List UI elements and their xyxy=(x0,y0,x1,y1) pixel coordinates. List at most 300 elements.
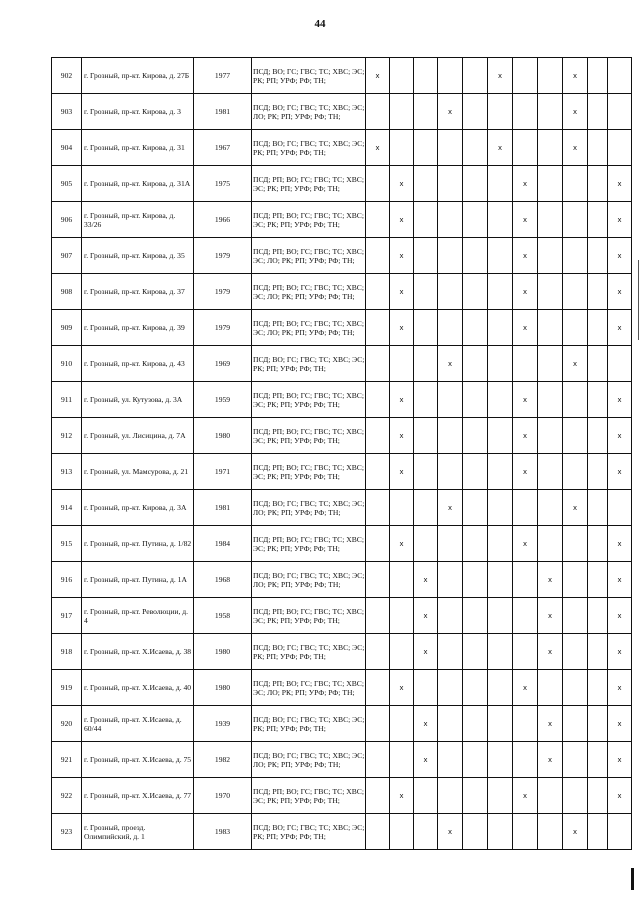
mark-cell xyxy=(463,238,488,274)
mark-cell xyxy=(588,706,608,742)
mark-cell: x xyxy=(608,598,632,634)
mark-cell xyxy=(488,814,513,850)
mark-cell: x xyxy=(608,166,632,202)
mark-cell xyxy=(438,634,463,670)
mark-cell: x xyxy=(390,670,414,706)
mark-cell xyxy=(588,598,608,634)
mark-cell xyxy=(588,670,608,706)
mark-cell xyxy=(608,130,632,166)
mark-cell xyxy=(390,58,414,94)
mark-cell: x xyxy=(608,310,632,346)
mark-cell: x xyxy=(414,598,438,634)
mark-cell: x xyxy=(390,238,414,274)
table-row xyxy=(52,58,632,94)
mark-cell xyxy=(488,562,513,598)
mark-cell xyxy=(463,310,488,346)
systems-cell: ПСД; РП; ВО; ГС; ГВС; ТС; ХВС; ЭС; РК; РП; УРФ; РФ; ТН; xyxy=(252,778,366,814)
mark-cell xyxy=(390,490,414,526)
mark-cell: x xyxy=(390,310,414,346)
mark-cell xyxy=(563,526,588,562)
mark-cell xyxy=(588,238,608,274)
mark-cell xyxy=(563,778,588,814)
systems-cell: ПСД; РП; ВО; ГС; ГВС; ТС; ХВС; ЭС; РК; РП; УРФ; РФ; ТН; xyxy=(252,418,366,454)
mark-cell xyxy=(438,130,463,166)
mark-cell xyxy=(588,742,608,778)
mark-cell: x xyxy=(366,130,390,166)
mark-cell xyxy=(513,130,538,166)
systems-cell: ПСД; РП; ВО; ГС; ГВС; ТС; ХВС; ЭС; ЛО; РК; РП; УРФ; РФ; ТН; xyxy=(252,310,366,346)
mark-cell: x xyxy=(538,742,563,778)
mark-cell xyxy=(366,274,390,310)
mark-cell: x xyxy=(390,274,414,310)
mark-cell: x xyxy=(538,706,563,742)
mark-cell xyxy=(563,670,588,706)
mark-cell xyxy=(588,202,608,238)
mark-cell xyxy=(488,346,513,382)
mark-cell: x xyxy=(608,418,632,454)
page-number: 44 xyxy=(314,18,326,30)
row-number: 914 xyxy=(52,490,82,526)
mark-cell: x xyxy=(488,58,513,94)
mark-cell: x xyxy=(608,274,632,310)
mark-cell xyxy=(513,598,538,634)
mark-cell: x xyxy=(414,562,438,598)
year-cell: 1979 xyxy=(194,310,252,346)
address-cell: г. Грозный, пр-кт. Кирова, д. 33/26 xyxy=(82,202,194,238)
mark-cell xyxy=(513,814,538,850)
year-cell: 1980 xyxy=(194,670,252,706)
address-cell: г. Грозный, пр-кт. Х.Исаева, д. 75 xyxy=(82,742,194,778)
mark-cell: x xyxy=(390,166,414,202)
mark-cell xyxy=(588,130,608,166)
year-cell: 1966 xyxy=(194,202,252,238)
mark-cell xyxy=(463,814,488,850)
mark-cell: x xyxy=(608,202,632,238)
mark-cell xyxy=(438,598,463,634)
address-cell: г. Грозный, пр-кт. Кирова, д. 3А xyxy=(82,490,194,526)
address-cell: г. Грозный, пр-кт. Кирова, д. 3 xyxy=(82,94,194,130)
mark-cell xyxy=(463,346,488,382)
mark-cell xyxy=(588,814,608,850)
mark-cell xyxy=(488,166,513,202)
mark-cell xyxy=(366,706,390,742)
address-cell: г. Грозный, пр-кт. Путина, д. 1/82 xyxy=(82,526,194,562)
mark-cell: x xyxy=(513,418,538,454)
mark-cell xyxy=(438,706,463,742)
mark-cell xyxy=(563,202,588,238)
mark-cell xyxy=(366,634,390,670)
mark-cell xyxy=(538,346,563,382)
systems-cell: ПСД; РП; ВО; ГС; ГВС; ТС; ХВС; ЭС; РК; РП; УРФ; РФ; ТН; xyxy=(252,598,366,634)
row-number: 912 xyxy=(52,418,82,454)
mark-cell xyxy=(538,670,563,706)
mark-cell xyxy=(438,382,463,418)
address-cell: г. Грозный, пр-кт. Кирова, д. 27Б xyxy=(82,58,194,94)
mark-cell: x xyxy=(390,202,414,238)
row-number: 908 xyxy=(52,274,82,310)
mark-cell xyxy=(488,454,513,490)
mark-cell xyxy=(366,814,390,850)
mark-cell: x xyxy=(513,454,538,490)
mark-cell xyxy=(488,706,513,742)
table-row xyxy=(52,742,632,778)
mark-cell: x xyxy=(513,274,538,310)
mark-cell: x xyxy=(608,526,632,562)
mark-cell xyxy=(366,346,390,382)
mark-cell xyxy=(538,310,563,346)
mark-cell xyxy=(588,58,608,94)
mark-cell: x xyxy=(438,490,463,526)
mark-cell xyxy=(538,490,563,526)
mark-cell xyxy=(538,94,563,130)
mark-cell xyxy=(438,274,463,310)
row-number: 917 xyxy=(52,598,82,634)
mark-cell: x xyxy=(366,58,390,94)
mark-cell xyxy=(588,526,608,562)
mark-cell xyxy=(390,94,414,130)
mark-cell xyxy=(488,418,513,454)
mark-cell: x xyxy=(438,814,463,850)
table-row xyxy=(52,346,632,382)
mark-cell xyxy=(588,490,608,526)
row-number: 915 xyxy=(52,526,82,562)
mark-cell xyxy=(390,562,414,598)
mark-cell xyxy=(488,238,513,274)
table-row xyxy=(52,130,632,166)
row-number: 905 xyxy=(52,166,82,202)
address-cell: г. Грозный, пр-кт. Кирова, д. 43 xyxy=(82,346,194,382)
mark-cell xyxy=(463,94,488,130)
mark-cell: x xyxy=(608,382,632,418)
systems-cell: ПСД; ВО; ГС; ГВС; ТС; ХВС; ЭС; РК; РП; УРФ; РФ; ТН; xyxy=(252,814,366,850)
row-number: 916 xyxy=(52,562,82,598)
mark-cell xyxy=(414,274,438,310)
mark-cell xyxy=(414,670,438,706)
mark-cell xyxy=(390,706,414,742)
table-row xyxy=(52,94,632,130)
mark-cell: x xyxy=(513,310,538,346)
mark-cell: x xyxy=(414,634,438,670)
mark-cell xyxy=(463,670,488,706)
year-cell: 1939 xyxy=(194,706,252,742)
systems-cell: ПСД; РП; ВО; ГС; ГВС; ТС; ХВС; ЭС; ЛО; РК; РП; УРФ; РФ; ТН; xyxy=(252,670,366,706)
mark-cell xyxy=(366,598,390,634)
mark-cell: x xyxy=(608,238,632,274)
year-cell: 1967 xyxy=(194,130,252,166)
row-number: 922 xyxy=(52,778,82,814)
row-number: 907 xyxy=(52,238,82,274)
mark-cell xyxy=(608,346,632,382)
mark-cell: x xyxy=(608,562,632,598)
mark-cell: x xyxy=(563,490,588,526)
systems-cell: ПСД; ВО; ГС; ГВС; ТС; ХВС; ЭС; РК; РП; УРФ; РФ; ТН; xyxy=(252,706,366,742)
mark-cell: x xyxy=(608,706,632,742)
mark-cell: x xyxy=(513,166,538,202)
table-row xyxy=(52,706,632,742)
mark-cell xyxy=(538,814,563,850)
table-row xyxy=(52,454,632,490)
mark-cell xyxy=(463,562,488,598)
mark-cell xyxy=(513,742,538,778)
mark-cell: x xyxy=(538,598,563,634)
year-cell: 1975 xyxy=(194,166,252,202)
row-number: 920 xyxy=(52,706,82,742)
year-cell: 1959 xyxy=(194,382,252,418)
mark-cell: x xyxy=(390,454,414,490)
table-row xyxy=(52,526,632,562)
row-number: 909 xyxy=(52,310,82,346)
row-number: 904 xyxy=(52,130,82,166)
mark-cell xyxy=(608,814,632,850)
address-cell: г. Грозный, пр-кт. Х.Исаева, д. 38 xyxy=(82,634,194,670)
year-cell: 1979 xyxy=(194,238,252,274)
address-cell: г. Грозный, ул. Лисицина, д. 7А xyxy=(82,418,194,454)
mark-cell xyxy=(366,202,390,238)
mark-cell xyxy=(366,238,390,274)
mark-cell xyxy=(414,94,438,130)
table-row xyxy=(52,238,632,274)
mark-cell xyxy=(563,742,588,778)
address-cell: г. Грозный, пр-кт. Х.Исаева, д. 40 xyxy=(82,670,194,706)
scan-edge-line xyxy=(638,260,639,340)
mark-cell: x xyxy=(513,670,538,706)
mark-cell xyxy=(438,778,463,814)
systems-cell: ПСД; ВО; ГС; ГВС; ТС; ХВС; ЭС; ЛО; РК; РП; УРФ; РФ; ТН; xyxy=(252,94,366,130)
mark-cell xyxy=(488,670,513,706)
mark-cell xyxy=(463,598,488,634)
row-number: 919 xyxy=(52,670,82,706)
systems-cell: ПСД; РП; ВО; ГС; ГВС; ТС; ХВС; ЭС; РК; РП; УРФ; РФ; ТН; xyxy=(252,202,366,238)
mark-cell xyxy=(438,166,463,202)
table-row xyxy=(52,490,632,526)
mark-cell: x xyxy=(563,814,588,850)
year-cell: 1981 xyxy=(194,490,252,526)
mark-cell xyxy=(438,742,463,778)
address-cell: г. Грозный, пр-кт. Кирова, д. 31А xyxy=(82,166,194,202)
mark-cell xyxy=(538,418,563,454)
mark-cell xyxy=(538,58,563,94)
mark-cell: x xyxy=(513,778,538,814)
mark-cell xyxy=(588,94,608,130)
mark-cell xyxy=(488,778,513,814)
table-row xyxy=(52,670,632,706)
mark-cell xyxy=(563,382,588,418)
systems-cell: ПСД; ВО; ГС; ГВС; ТС; ХВС; ЭС; РК; РП; УРФ; РФ; ТН; xyxy=(252,130,366,166)
address-cell: г. Грозный, пр-кт. Революции, д. 4 xyxy=(82,598,194,634)
mark-cell xyxy=(414,490,438,526)
mark-cell xyxy=(366,670,390,706)
mark-cell xyxy=(538,238,563,274)
mark-cell xyxy=(390,634,414,670)
mark-cell xyxy=(513,94,538,130)
year-cell: 1969 xyxy=(194,346,252,382)
mark-cell xyxy=(438,310,463,346)
address-cell: г. Грозный, пр-кт. Х.Исаева, д. 60/44 xyxy=(82,706,194,742)
mark-cell xyxy=(513,346,538,382)
systems-cell: ПСД; РП; ВО; ГС; ГВС; ТС; ХВС; ЭС; ЛО; РК; РП; УРФ; РФ; ТН; xyxy=(252,238,366,274)
mark-cell xyxy=(563,598,588,634)
mark-cell xyxy=(414,310,438,346)
mark-cell xyxy=(563,310,588,346)
mark-cell xyxy=(538,274,563,310)
mark-cell xyxy=(488,742,513,778)
mark-cell xyxy=(414,526,438,562)
mark-cell xyxy=(488,94,513,130)
mark-cell xyxy=(414,58,438,94)
mark-cell: x xyxy=(538,634,563,670)
address-cell: г. Грозный, ул. Кутузова, д. 3А xyxy=(82,382,194,418)
mark-cell xyxy=(390,598,414,634)
mark-cell xyxy=(513,490,538,526)
systems-cell: ПСД; ВО; ГС; ГВС; ТС; ХВС; ЭС; РК; РП; УРФ; РФ; ТН; xyxy=(252,346,366,382)
mark-cell xyxy=(463,58,488,94)
mark-cell: x xyxy=(438,94,463,130)
year-cell: 1968 xyxy=(194,562,252,598)
mark-cell xyxy=(588,454,608,490)
mark-cell xyxy=(488,490,513,526)
row-number: 910 xyxy=(52,346,82,382)
mark-cell: x xyxy=(563,58,588,94)
mark-cell xyxy=(563,634,588,670)
mark-cell xyxy=(463,706,488,742)
mark-cell: x xyxy=(513,202,538,238)
mark-cell xyxy=(608,94,632,130)
mark-cell xyxy=(366,526,390,562)
year-cell: 1983 xyxy=(194,814,252,850)
mark-cell xyxy=(563,238,588,274)
systems-cell: ПСД; ВО; ГС; ГВС; ТС; ХВС; ЭС; РК; РП; УРФ; РФ; ТН; xyxy=(252,58,366,94)
mark-cell xyxy=(463,202,488,238)
mark-cell xyxy=(588,562,608,598)
address-cell: г. Грозный, пр-кт. Х.Исаева, д. 77 xyxy=(82,778,194,814)
mark-cell: x xyxy=(414,742,438,778)
mark-cell: x xyxy=(538,562,563,598)
mark-cell: x xyxy=(513,382,538,418)
mark-cell xyxy=(488,310,513,346)
table-body xyxy=(52,58,632,850)
mark-cell xyxy=(488,274,513,310)
row-number: 906 xyxy=(52,202,82,238)
year-cell: 1970 xyxy=(194,778,252,814)
mark-cell xyxy=(463,778,488,814)
address-cell: г. Грозный, пр-кт. Путина, д. 1А xyxy=(82,562,194,598)
mark-cell xyxy=(366,778,390,814)
mark-cell xyxy=(366,490,390,526)
year-cell: 1977 xyxy=(194,58,252,94)
mark-cell xyxy=(538,130,563,166)
mark-cell xyxy=(463,742,488,778)
mark-cell xyxy=(608,490,632,526)
mark-cell xyxy=(488,634,513,670)
mark-cell xyxy=(538,526,563,562)
scan-edge-mark xyxy=(631,868,634,890)
table-row xyxy=(52,562,632,598)
mark-cell xyxy=(438,562,463,598)
address-cell: г. Грозный, пр-кт. Кирова, д. 31 xyxy=(82,130,194,166)
row-number: 921 xyxy=(52,742,82,778)
systems-cell: ПСД; РП; ВО; ГС; ГВС; ТС; ХВС; ЭС; РК; РП; УРФ; РФ; ТН; xyxy=(252,454,366,490)
address-cell: г. Грозный, ул. Мамсурова, д. 21 xyxy=(82,454,194,490)
mark-cell xyxy=(390,130,414,166)
mark-cell xyxy=(414,346,438,382)
mark-cell xyxy=(414,418,438,454)
mark-cell xyxy=(414,382,438,418)
mark-cell xyxy=(538,166,563,202)
mark-cell xyxy=(390,346,414,382)
mark-cell xyxy=(588,778,608,814)
mark-cell xyxy=(488,202,513,238)
mark-cell xyxy=(463,382,488,418)
mark-cell xyxy=(414,238,438,274)
mark-cell xyxy=(588,310,608,346)
mark-cell xyxy=(488,382,513,418)
mark-cell xyxy=(438,238,463,274)
mark-cell: x xyxy=(608,454,632,490)
mark-cell xyxy=(563,166,588,202)
mark-cell xyxy=(588,346,608,382)
mark-cell: x xyxy=(488,130,513,166)
mark-cell xyxy=(366,94,390,130)
mark-cell: x xyxy=(414,706,438,742)
year-cell: 1981 xyxy=(194,94,252,130)
year-cell: 1971 xyxy=(194,454,252,490)
mark-cell xyxy=(366,310,390,346)
mark-cell xyxy=(563,562,588,598)
mark-cell xyxy=(438,526,463,562)
mark-cell xyxy=(390,742,414,778)
mark-cell xyxy=(414,202,438,238)
mark-cell xyxy=(608,58,632,94)
mark-cell xyxy=(513,706,538,742)
systems-cell: ПСД; РП; ВО; ГС; ГВС; ТС; ХВС; ЭС; ЛО; РК; РП; УРФ; РФ; ТН; xyxy=(252,274,366,310)
systems-cell: ПСД; РП; ВО; ГС; ГВС; ТС; ХВС; ЭС; РК; РП; УРФ; РФ; ТН; xyxy=(252,526,366,562)
year-cell: 1958 xyxy=(194,598,252,634)
mark-cell: x xyxy=(513,238,538,274)
mark-cell xyxy=(463,454,488,490)
mark-cell xyxy=(414,778,438,814)
mark-cell xyxy=(366,742,390,778)
mark-cell xyxy=(414,166,438,202)
mark-cell xyxy=(438,202,463,238)
address-cell: г. Грозный, проезд. Олимпийский, д. 1 xyxy=(82,814,194,850)
mark-cell xyxy=(463,274,488,310)
mark-cell xyxy=(463,166,488,202)
table-row xyxy=(52,598,632,634)
mark-cell: x xyxy=(563,346,588,382)
mark-cell xyxy=(563,418,588,454)
buildings-table xyxy=(51,57,632,850)
systems-cell: ПСД; ВО; ГС; ГВС; ТС; ХВС; ЭС; ЛО; РК; РП; УРФ; РФ; ТН; xyxy=(252,490,366,526)
table-row xyxy=(52,814,632,850)
mark-cell xyxy=(588,166,608,202)
row-number: 902 xyxy=(52,58,82,94)
mark-cell xyxy=(414,814,438,850)
address-cell: г. Грозный, пр-кт. Кирова, д. 37 xyxy=(82,274,194,310)
systems-cell: ПСД; ВО; ГС; ГВС; ТС; ХВС; ЭС; ЛО; РК; РП; УРФ; РФ; ТН; xyxy=(252,742,366,778)
mark-cell xyxy=(463,130,488,166)
mark-cell: x xyxy=(608,670,632,706)
row-number: 911 xyxy=(52,382,82,418)
mark-cell xyxy=(588,634,608,670)
mark-cell xyxy=(438,454,463,490)
table-row xyxy=(52,310,632,346)
mark-cell xyxy=(538,778,563,814)
mark-cell xyxy=(463,526,488,562)
mark-cell xyxy=(463,634,488,670)
mark-cell xyxy=(513,634,538,670)
row-number: 913 xyxy=(52,454,82,490)
mark-cell xyxy=(463,490,488,526)
